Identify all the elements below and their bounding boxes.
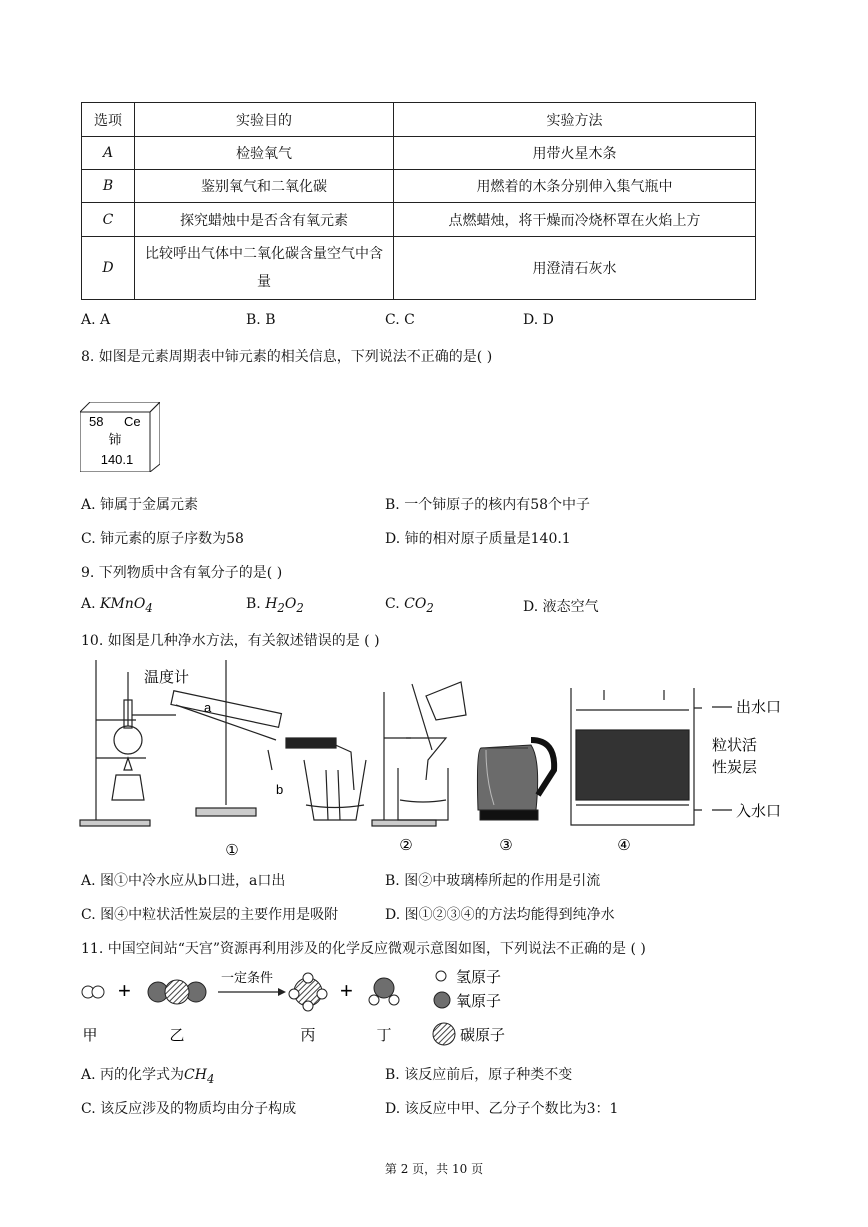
table-header-purpose: 实验目的	[135, 103, 394, 137]
q8-option-b[interactable]: B. 一个铈原子的核内有58个中子	[385, 497, 591, 513]
table-row	[82, 237, 756, 300]
table-cell-purpose: 检验氧气	[135, 137, 394, 170]
water-purification-figure	[76, 660, 796, 860]
table-cell-method: 用澄清石灰水	[394, 237, 756, 300]
table-cell-method: 用带火星木条	[394, 137, 756, 170]
table-header-method: 实验方法	[394, 103, 756, 137]
hydrogen-molecule	[82, 986, 104, 998]
table-cell-purpose: 比较呼出气体中二氧化碳含量空气中含量	[135, 237, 394, 300]
table-header-row	[82, 103, 756, 137]
element-symbol: Ce	[124, 414, 141, 429]
table-row	[82, 203, 756, 237]
q11-stem: 11. 中国空间站“天宫”资源再利用涉及的化学反应微观示意图如图，下列说法不正确的是 ( )	[81, 941, 646, 957]
table-row	[82, 137, 756, 170]
distillation-apparatus	[80, 660, 366, 826]
element-cell-figure	[80, 402, 160, 472]
table-cell-option: B	[82, 170, 135, 203]
q9-option-d[interactable]: D. 液态空气	[523, 599, 599, 615]
outlet-label: 出水口	[736, 699, 782, 716]
table-cell-option: D	[82, 237, 135, 300]
carbon-filter-apparatus	[571, 688, 732, 825]
table-cell-method: 用燃着的木条分别伸入集气瓶中	[394, 170, 756, 203]
q7-option-b[interactable]: B. B	[246, 312, 276, 328]
figure-number-1: ①	[225, 842, 239, 859]
label-bing: 丙	[300, 1027, 316, 1044]
q11-option-a[interactable]: A. 丙的化学式为$CH_4$	[81, 1067, 215, 1086]
inlet-label: 入水口	[736, 803, 782, 820]
figure-number-3: ③	[499, 837, 513, 854]
q11-option-d[interactable]: D. 该反应中甲、乙分子个数比为3：1	[385, 1101, 619, 1117]
table-cell-option: C	[82, 203, 135, 237]
filtration-apparatus	[372, 682, 466, 826]
q8-stem: 8. 如图是元素周期表中铈元素的相关信息，下列说法不正确的是( )	[81, 349, 493, 365]
reaction-diagram	[78, 962, 538, 1052]
element-number: 58	[89, 414, 104, 429]
legend-oxygen	[434, 992, 450, 1008]
q8-option-d[interactable]: D. 铈的相对原子质量是140.1	[385, 531, 571, 547]
q7-option-d[interactable]: D. D	[523, 312, 554, 328]
legend-hydrogen	[436, 971, 446, 981]
port-a-label: a	[204, 700, 212, 715]
water-molecule	[369, 978, 399, 1005]
thermometer-label: 温度计	[144, 669, 190, 686]
legend-oxygen-label: 氧原子	[456, 993, 502, 1010]
port-b-label: b	[276, 782, 284, 797]
carbon-dioxide-molecule	[148, 980, 206, 1004]
figure-number-4: ④	[617, 837, 631, 854]
page-footer: 第 2 页，共 10 页	[384, 1162, 484, 1176]
legend-hydrogen-label: 氢原子	[456, 969, 502, 986]
table-cell-method: 点燃蜡烛，将干燥而冷烧杯罩在火焰上方	[394, 203, 756, 237]
label-yi: 乙	[169, 1027, 185, 1044]
table-header-option: 选项	[82, 103, 135, 137]
q10-option-d[interactable]: D. 图①②③④的方法均能得到纯净水	[385, 907, 615, 923]
experiment-table	[81, 102, 756, 300]
q7-option-a[interactable]: A. A	[81, 312, 111, 328]
table-cell-option: A	[82, 137, 135, 170]
q10-option-b[interactable]: B. 图②中玻璃棒所起的作用是引流	[385, 873, 601, 889]
q9-stem: 9. 下列物质中含有氧分子的是( )	[81, 565, 283, 581]
methane-molecule	[289, 973, 327, 1011]
plus-sign-2: +	[340, 978, 353, 1003]
carbon-layer-label-1: 粒状活	[712, 737, 758, 754]
legend-carbon	[433, 1023, 455, 1045]
q9-option-c[interactable]: C. $CO_2$	[385, 596, 434, 615]
q10-option-a[interactable]: A. 图①中冷水应从b口进，a口出	[81, 873, 286, 889]
table-cell-purpose: 鉴别氧气和二氧化碳	[135, 170, 394, 203]
q7-option-c[interactable]: C. C	[385, 312, 415, 328]
legend-carbon-label: 碳原子	[460, 1027, 506, 1044]
plus-sign: +	[118, 978, 131, 1003]
element-mass: 140.1	[100, 452, 134, 467]
q11-option-b[interactable]: B. 该反应前后，原子种类不变	[385, 1067, 573, 1083]
electric-kettle	[477, 740, 554, 820]
q10-stem: 10. 如图是几种净水方法，有关叙述错误的是 ( )	[81, 633, 380, 649]
q10-option-c[interactable]: C. 图④中粒状活性炭层的主要作用是吸附	[81, 907, 339, 923]
table-row	[82, 170, 756, 203]
q9-option-b[interactable]: B. $H_2O_2$	[246, 596, 304, 615]
q8-option-a[interactable]: A. 铈属于金属元素	[81, 497, 199, 513]
q9-option-a[interactable]: A. KMnO$_4$	[81, 596, 153, 615]
q11-option-c[interactable]: C. 该反应涉及的物质均由分子构成	[81, 1101, 297, 1117]
carbon-layer-label-2: 性炭层	[712, 759, 758, 776]
label-ding: 丁	[376, 1027, 392, 1044]
table-cell-purpose: 探究蜡烛中是否含有氧元素	[135, 203, 394, 237]
element-name: 铈	[108, 432, 122, 447]
figure-number-2: ②	[399, 837, 413, 854]
label-jia: 甲	[82, 1027, 98, 1044]
reaction-condition: 一定条件	[221, 970, 274, 985]
q8-option-c[interactable]: C. 铈元素的原子序数为58	[81, 531, 244, 547]
